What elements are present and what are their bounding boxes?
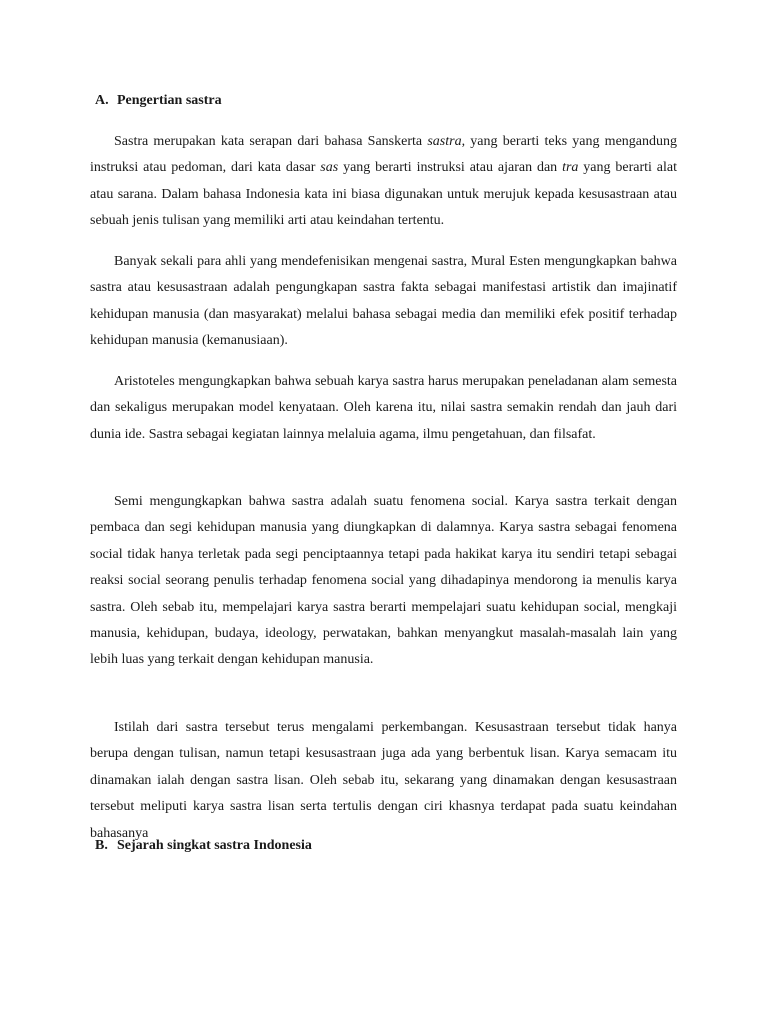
section-b-letter: B. [95,838,108,853]
section-a-title: Pengertian sastra [117,93,222,108]
paragraph-1-text-4: yang berarti alat atau sarana. Dalam bahasa Indonesia kata ini biasa digunakan untuk merujuk kepada kesusastraan atau sebuah jenis tulisan yang memiliki arti atau keindahan tertentu. [90,160,678,229]
paragraph-1-italic-sastra: sastra [427,134,462,149]
paragraph-2: Banyak sekali para ahli yang mendefenisikan mengenai sastra, Mural Esten mengungkapkan bahwa sastra atau kesusastraan adalah pengungkapan sastra fakta sebagai manifestasi artistik dan imajinatif kehidupan manusia (dan masyarakat) melalui bahasa sebagai media dan memiliki efek positif terhadap kehidupan manusia (kemanusiaan). [90,254,677,349]
section-b-heading [95,838,312,854]
paragraph-5: Istilah dari sastra tersebut terus mengalami perkembangan. Kesusastraan tersebut tidak hanya berupa dengan tulisan, namun tetapi kesusastraan juga ada yang berbentuk lisan. Karya semacam itu dinamakan ialah dengan sastra lisan. Oleh sebab itu, sekarang yang dinamakan dengan kesusastraan tersebut meliputi karya sastra lisan serta tertulis dengan ciri khasnya terdapat pada suatu keindahan bahasanya [90,720,677,841]
paragraph-4: Semi mengungkapkan bahwa sastra adalah suatu fenomena social. Karya sastra terkait dengan pembaca dan segi kehidupan manusia yang diungkapkan di dalamnya. Karya sastra sebagai fenomena social tidak hanya terletak pada segi penciptaannya tetapi pada hakikat karya itu sendiri tetapi sebagai reaksi social seorang penulis terhadap fenomena social yang dihadapinya mendorong ia menulis karya sastra. Oleh sebab itu, mempelajari karya sastra berarti mempelajari suatu kehidupan social, mengkaji manusia, kehidupan, budaya, ideology, perwatakan, bahkan menyangkut masalah-masalah lain yang lebih luas yang terkait dengan kehidupan manusia. [90,494,677,668]
paragraph-1-text-1: Sastra merupakan kata serapan dari bahasa Sanskerta [114,134,428,149]
paragraph-1 [90,129,677,235]
section-b-title: Sejarah singkat sastra Indonesia [117,838,312,853]
paragraph-1-text-2: , yang berarti teks yang mengandung instruksi atau pedoman, dari kata dasar [90,134,678,176]
paragraph-3: Aristoteles mengungkapkan bahwa sebuah karya sastra harus merupakan peneladanan alam semesta dan sekaligus merupakan model kenyataan. Oleh karena itu, nilai sastra semakin rendah dan jauh dari dunia ide. Sastra sebagai kegiatan lainnya melaluia agama, ilmu pengetahuan, dan filsafat. [90,374,677,442]
paragraph-1-italic-tra: tra [562,160,579,176]
section-a-letter: A. [95,93,109,108]
paragraph-1-text-3: yang berarti instruksi atau ajaran dan [338,160,563,176]
section-a-heading [95,93,222,109]
paragraph-1-italic-sas: sas [320,160,339,176]
